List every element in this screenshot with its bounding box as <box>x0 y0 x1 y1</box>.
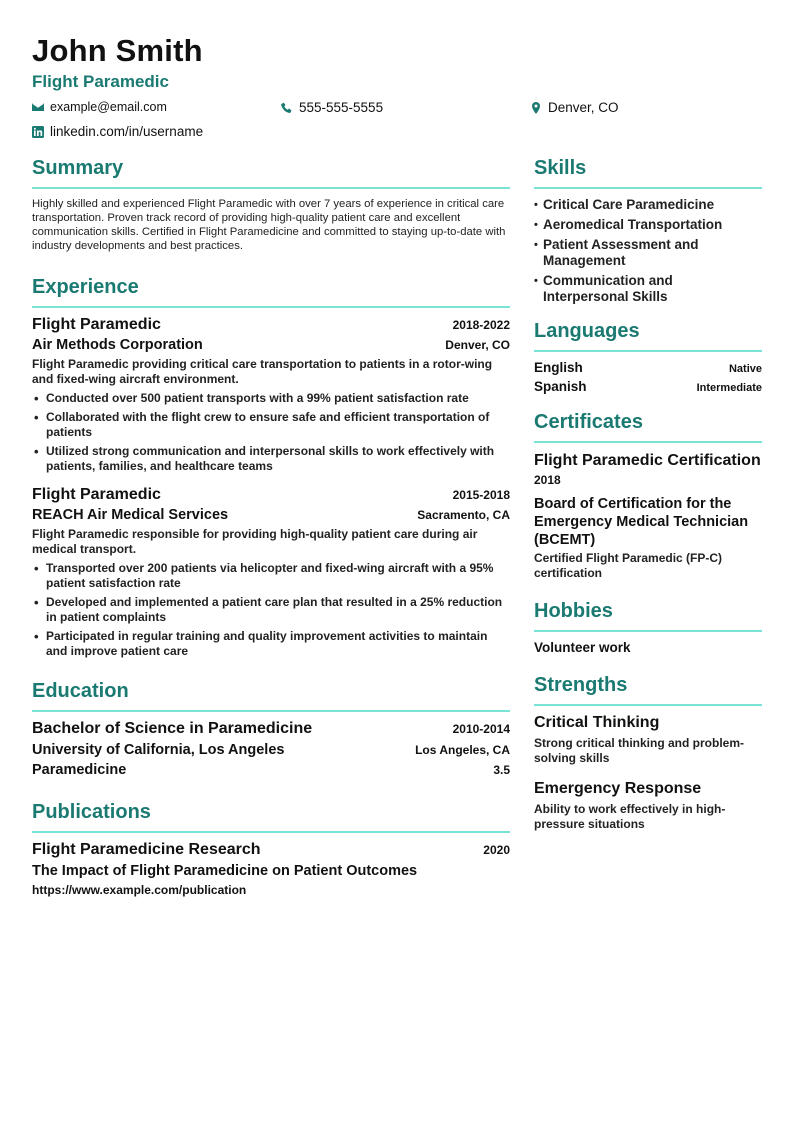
phone-text: 555-555-5555 <box>299 100 384 115</box>
education-entry <box>32 720 510 778</box>
language-level: Intermediate <box>696 382 762 394</box>
strength-description: Ability to work effectively in high-pressure situations <box>534 802 726 831</box>
publication-title: Flight Paramedicine Research <box>32 841 261 858</box>
experience-entry <box>32 316 510 474</box>
phone-icon <box>281 102 293 114</box>
languages-list <box>534 360 762 394</box>
language-item <box>534 360 762 375</box>
hobbies-heading: Hobbies <box>534 599 762 632</box>
strength-item <box>534 714 762 766</box>
contact-info <box>32 100 762 156</box>
certificate-date: 2018 <box>534 473 561 487</box>
skills-list <box>534 197 762 305</box>
certificate-item <box>534 451 762 487</box>
education-dates: 2010-2014 <box>452 722 510 736</box>
location-text: Denver, CO <box>548 100 619 115</box>
location-pin-icon <box>530 102 542 114</box>
job-bullet: • Collaborated with the flight crew to ensure safe and efficient transportation of patients <box>32 410 510 440</box>
summary-heading: Summary <box>32 156 510 189</box>
job-description: Flight Paramedic responsible for providing high-quality patient care during air medical transport. <box>32 527 478 556</box>
phone-contact[interactable] <box>281 100 383 115</box>
school-location: Los Angeles, CA <box>415 743 510 757</box>
languages-heading: Languages <box>534 319 762 352</box>
certificate-name: Flight Paramedic Certification <box>534 452 761 469</box>
job-description: Flight Paramedic providing critical care transportation to patients in a rotor-wing and fixed-wing aircraft environment. <box>32 357 493 386</box>
right-column <box>534 156 762 832</box>
candidate-name: John Smith <box>32 33 203 68</box>
hobby-item: Volunteer work <box>534 640 631 655</box>
publication-year: 2020 <box>483 843 510 857</box>
experience-heading: Experience <box>32 275 510 308</box>
job-bullets <box>32 391 510 474</box>
publication-url[interactable]: https://www.example.com/publication <box>32 883 247 897</box>
language-item <box>534 379 762 394</box>
publication-entry <box>32 841 510 897</box>
skill-item: • Communication and Interpersonal Skills <box>534 273 762 305</box>
left-column <box>32 156 510 909</box>
email-icon <box>32 101 44 113</box>
summary-text: Highly skilled and experienced Flight Paramedic with over 7 years of experience in critical care transportation. Proven track record of providing high-quality patient care and excellent communication skills. Certified in Flight Paramedicine and committed to staying up-to-date with industry developments and best practices. <box>32 198 506 252</box>
field-of-study: Paramedicine <box>32 762 127 778</box>
gpa: 3.5 <box>493 763 510 777</box>
email-text: example@email.com <box>50 100 167 114</box>
job-dates: 2015-2018 <box>452 488 510 502</box>
publication-publisher: The Impact of Flight Paramedicine on Patient Outcomes <box>32 863 418 879</box>
strength-title: Emergency Response <box>534 780 702 797</box>
job-bullet: • Conducted over 500 patient transports with a 99% patient satisfaction rate <box>32 391 510 406</box>
school: University of California, Los Angeles <box>32 742 285 758</box>
certificate-name: Board of Certification for the Emergency Medical Technician (BCEMT) <box>534 496 749 548</box>
candidate-title: Flight Paramedic <box>32 72 169 91</box>
job-role: Flight Paramedic <box>32 486 161 503</box>
skill-item: • Patient Assessment and Management <box>534 237 762 269</box>
language-level: Native <box>728 363 762 375</box>
job-location: Denver, CO <box>445 338 510 352</box>
certificate-item <box>534 495 762 581</box>
job-company: Air Methods Corporation <box>32 337 203 353</box>
strengths-heading: Strengths <box>534 673 762 706</box>
degree: Bachelor of Science in Paramedicine <box>32 720 313 737</box>
language-name: English <box>534 360 583 375</box>
linkedin-text: linkedin.com/in/username <box>50 124 204 139</box>
skill-item: • Aeromedical Transportation <box>534 217 762 233</box>
strength-description: Strong critical thinking and problem-solving skills <box>534 736 745 765</box>
location-contact <box>530 100 619 115</box>
job-bullet: • Utilized strong communication and interpersonal skills to work effectively with patients, families, and healthcare teams <box>32 444 510 474</box>
certificate-description: Certified Flight Paramedic (FP-C) certification <box>534 551 723 580</box>
job-bullets <box>32 561 510 659</box>
skills-heading: Skills <box>534 156 762 189</box>
strength-title: Critical Thinking <box>534 714 660 731</box>
skill-item: • Critical Care Paramedicine <box>534 197 762 213</box>
job-bullet: • Transported over 200 patients via helicopter and fixed-wing aircraft with a 95% patient satisfaction rate <box>32 561 510 591</box>
certificates-heading: Certificates <box>534 410 762 443</box>
job-role: Flight Paramedic <box>32 316 161 333</box>
strength-item <box>534 780 762 832</box>
linkedin-icon <box>32 126 44 138</box>
job-location: Sacramento, CA <box>417 508 510 522</box>
job-bullet: • Developed and implemented a patient care plan that resulted in a 25% reduction in patient complaints <box>32 595 510 625</box>
education-heading: Education <box>32 679 510 712</box>
job-dates: 2018-2022 <box>452 318 510 332</box>
job-company: REACH Air Medical Services <box>32 507 229 523</box>
language-name: Spanish <box>534 379 587 394</box>
job-bullet: • Participated in regular training and quality improvement activities to maintain and improve patient care <box>32 629 510 659</box>
experience-entry <box>32 486 510 659</box>
publications-heading: Publications <box>32 800 510 833</box>
linkedin-contact[interactable] <box>32 124 203 139</box>
email-contact[interactable] <box>32 100 167 114</box>
